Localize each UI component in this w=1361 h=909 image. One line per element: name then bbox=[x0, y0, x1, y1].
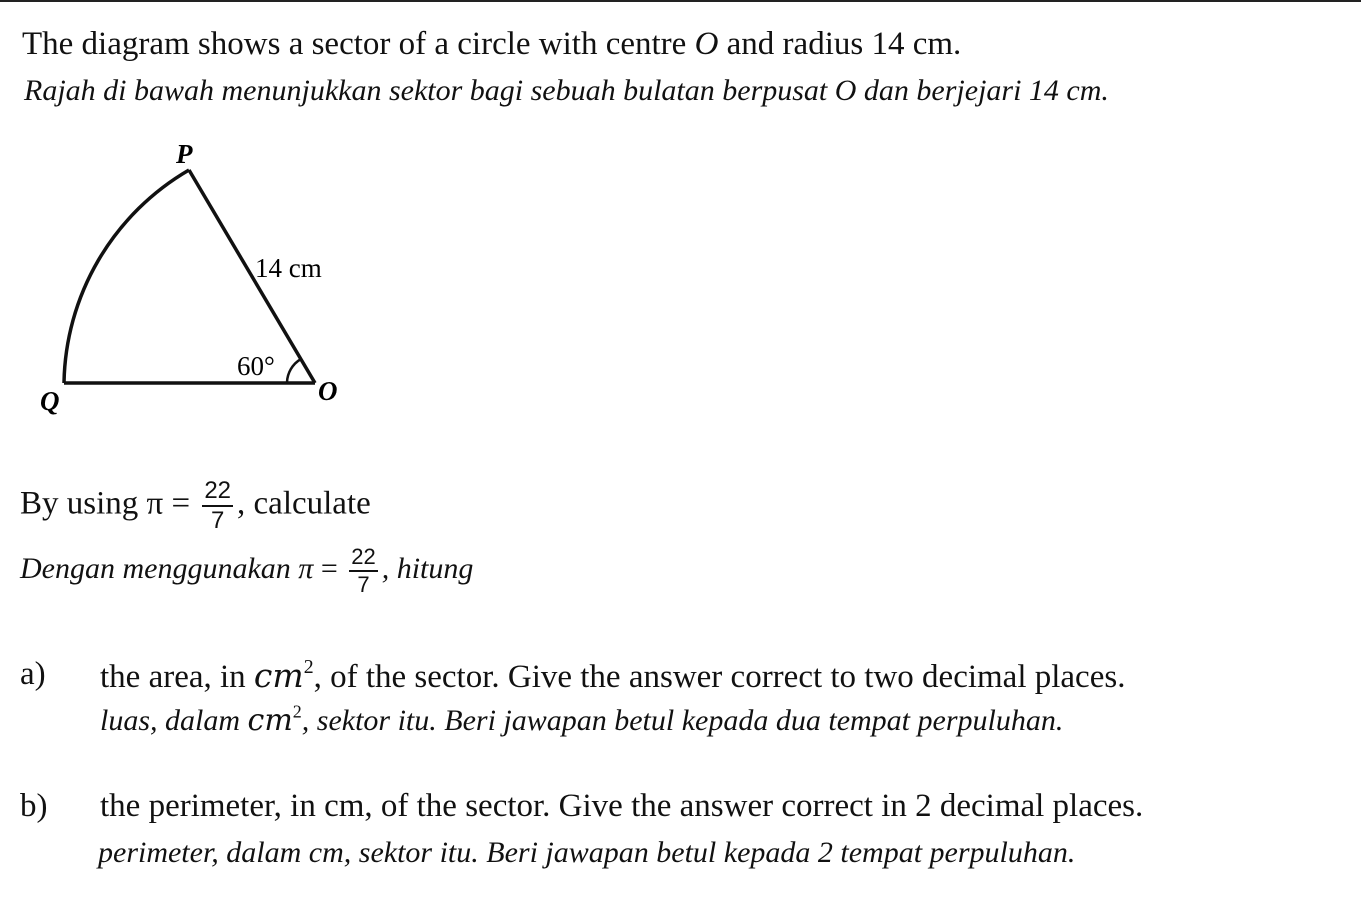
pi-symbol: π bbox=[146, 485, 164, 522]
part-a-unit: cm bbox=[253, 656, 304, 695]
pi-symbol-malay: π bbox=[298, 551, 314, 585]
part-a-label: a) bbox=[20, 656, 46, 692]
pi-english-pre: By using bbox=[20, 485, 139, 522]
part-a-exponent-malay: 2 bbox=[292, 701, 302, 722]
pi-numerator-malay: 22 bbox=[349, 546, 377, 572]
radius-label: 14 cm bbox=[255, 253, 322, 283]
part-a-english-pre: the area, in bbox=[100, 659, 246, 695]
pi-denominator: 7 bbox=[211, 507, 225, 534]
part-a-malay-post: , sektor itu. Beri jawapan betul kepada dua tempat perpuluhan. bbox=[301, 704, 1064, 737]
part-a-malay bbox=[100, 703, 1063, 738]
label-q: Q bbox=[40, 386, 60, 416]
part-a-exponent: 2 bbox=[303, 656, 314, 679]
label-o: O bbox=[318, 376, 338, 406]
pi-malay-post: , hitung bbox=[381, 551, 474, 585]
pi-equals-malay: = bbox=[320, 551, 338, 585]
angle-marker bbox=[287, 359, 301, 383]
part-a-english-post: , of the sector. Give the answer correct to two decimal places. bbox=[313, 659, 1126, 695]
part-a-malay-pre: luas, dalam bbox=[100, 704, 241, 737]
pi-fraction bbox=[202, 479, 233, 533]
intro-centre-o: O bbox=[694, 26, 719, 62]
label-p: P bbox=[176, 139, 193, 169]
part-a-unit-malay: cm bbox=[247, 703, 293, 738]
pi-numerator: 22 bbox=[202, 479, 233, 507]
sector-diagram bbox=[0, 125, 380, 425]
intro-english-rest: and radius 14 cm. bbox=[726, 26, 962, 62]
sector-arc bbox=[64, 170, 189, 383]
part-a-english bbox=[100, 656, 1125, 696]
pi-line-english bbox=[20, 479, 371, 533]
pi-english-post: , calculate bbox=[237, 485, 371, 522]
intro-english bbox=[22, 26, 961, 63]
part-b-english: the perimeter, in cm, of the sector. Give the answer correct in 2 decimal places. bbox=[100, 788, 1144, 824]
part-b-label: b) bbox=[20, 788, 48, 824]
intro-malay: Rajah di bawah menunjukkan sektor bagi sebuah bulatan berpusat O dan berjejari 14 cm. bbox=[24, 74, 1109, 107]
pi-denominator-malay: 7 bbox=[357, 572, 370, 597]
pi-line-malay bbox=[20, 546, 473, 596]
top-border bbox=[0, 0, 1361, 2]
part-b-malay: perimeter, dalam cm, sektor itu. Beri jawapan betul kepada 2 tempat perpuluhan. bbox=[98, 836, 1076, 869]
pi-malay-pre: Dengan menggunakan bbox=[20, 551, 291, 585]
intro-english-text: The diagram shows a sector of a circle with centre bbox=[22, 26, 687, 62]
angle-label: 60° bbox=[237, 351, 275, 381]
pi-fraction-malay bbox=[349, 546, 377, 596]
pi-equals: = bbox=[171, 485, 191, 522]
